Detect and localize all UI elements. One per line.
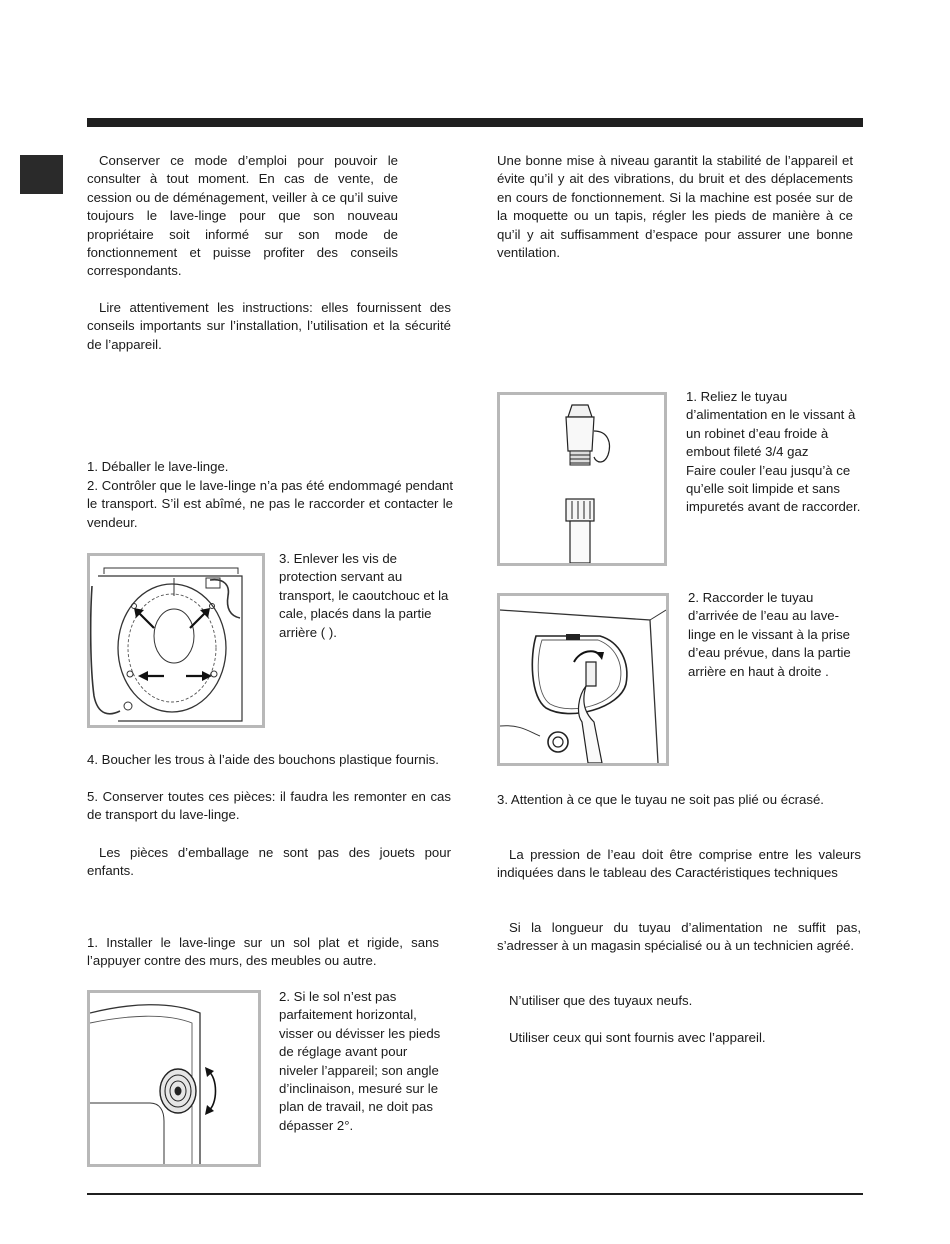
unpack-step-1: 1. Déballer le lave-linge. (87, 459, 229, 474)
level-step-2: 2. Si le sol n’est pas parfaitement horizontal, visser ou dévisser les pieds de réglage avant pour niveler l’appareil; son angle d’inclinaison, mesuré sur le plan de travail, ne doit pas dépasser 2°. (279, 989, 441, 1133)
language-tab (20, 155, 63, 194)
unpack-step-5: 5. Conserver toutes ces pièces: il faudra les remonter en cas de transport du lave-linge. (87, 789, 451, 823)
hose-length-note: Si la longueur du tuyau d’alimentation ne suffit pas, s’adresser à un magasin spécialisé ou à un technicien agréé. (497, 920, 861, 954)
supplied-hoses-note: Utiliser ceux qui sont fournis avec l’appareil. (509, 1030, 766, 1045)
header-bar (87, 118, 863, 127)
hose-step-1: 1. Reliez le tuyau d’alimentation en le vissant à un robinet d’eau froide à embout fileté 3/4 gaz Faire couler l’eau jusqu’à ce qu’elle soit limpide et sans impuretés avant de raccorder. (686, 389, 861, 515)
packaging-warning: Les pièces d’emballage ne sont pas des jouets pour enfants. (87, 845, 451, 879)
unpack-step-4: 4. Boucher les trous à l’aide des bouchons plastique fournis. (87, 752, 439, 767)
level-step-1: 1. Installer le lave-linge sur un sol plat et rigide, sans l’appuyer contre des murs, des meubles ou autre. (87, 935, 439, 969)
levelling-foot-illustration (90, 993, 258, 1164)
figure-water-tap (497, 392, 667, 566)
intro-paragraph-2: Lire attentivement les instructions: elles fournissent des conseils importants sur l’installation, l’utilisation et la sécurité de l’appareil. (87, 300, 451, 352)
footer-line (87, 1193, 863, 1195)
hose-step-3: 3. Attention à ce que le tuyau ne soit pas plié ou écrasé. (497, 792, 824, 807)
rear-view-illustration (90, 556, 262, 725)
unpack-step-3: 3. Enlever les vis de protection servant au transport, le caoutchouc et la cale, placés dans la partie arrière ( ). (279, 551, 449, 640)
hose-step-2: 2. Raccorder le tuyau d’arrivée de l’eau au lave-linge en le vissant à la prise d’eau prévue, dans la partie arrière en haut à droite . (688, 590, 851, 679)
figure-hose-connection (497, 593, 669, 766)
hose-connection-illustration (500, 596, 666, 763)
intro-paragraph-1: Conserver ce mode d’emploi pour pouvoir le consulter à tout moment. En cas de vente, de cession ou de déménagement, veiller à ce qu’il suive toujours le lave-linge pour que son nouveau propriétaire soit informé sur son mode de fonctionnement et puisse profiter des conseils correspondants. (87, 153, 398, 279)
new-hoses-note: N’utiliser que des tuyaux neufs. (509, 993, 693, 1008)
level-intro-paragraph: Une bonne mise à niveau garantit la stabilité de l’appareil et évite qu’il y ait des vibrations, du bruit et des déplacements en cours de fonctionnement. Si la machine est posée sur de la moquette ou un tapis, régler les pieds de manière à ce qu’il y ait suffisamment d’espace pour assurer une bonne ventilation. (497, 153, 853, 261)
pressure-note: La pression de l’eau doit être comprise entre les valeurs indiquées dans le tableau des Caractéristiques techniques (497, 847, 861, 881)
figure-levelling-foot (87, 990, 261, 1167)
tap-and-hose-illustration (500, 395, 664, 563)
figure-rear-screws (87, 553, 265, 728)
unpack-step-2: 2. Contrôler que le lave-linge n’a pas été endommagé pendant le transport. S’il est abîmé, ne pas le raccorder et contacter le vendeur. (87, 478, 453, 530)
